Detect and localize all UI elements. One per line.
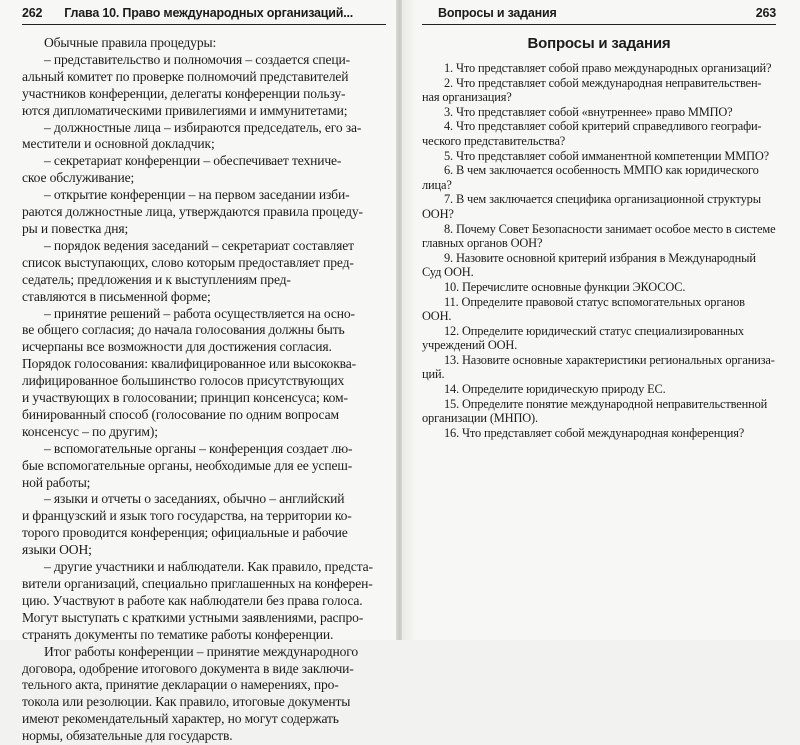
- question-item: [422, 76, 776, 105]
- right-running-title: Вопросы и задания: [438, 6, 557, 20]
- text-line: ставляются в письменной форме;: [22, 288, 211, 304]
- body-paragraph: [22, 491, 386, 559]
- question-line: 1. Что представляет собой право международных организаций?: [444, 61, 772, 75]
- text-line: бые вспомогательные органы, необходимые для ее успеш-: [22, 457, 353, 473]
- question-item: [422, 149, 776, 164]
- text-line: – вспомогательные органы – конференция создает лю-: [44, 440, 353, 456]
- question-item: [422, 222, 776, 251]
- text-line: местители и основной докладчик;: [22, 136, 215, 152]
- text-line: Итог работы конференции – принятие международного: [44, 643, 358, 659]
- question-item: [422, 324, 776, 353]
- section-heading: Вопросы и задания: [527, 35, 671, 52]
- text-line: исчерпаны все возможности для достижения согласия.: [22, 339, 332, 355]
- text-line: консенсус – по другим);: [22, 423, 158, 439]
- question-item: [422, 251, 776, 280]
- question-line: ная организация?: [422, 90, 512, 105]
- body-paragraph: [22, 120, 386, 154]
- question-line: 5. Что представляет собой имманентной компетенции ММПО?: [444, 148, 770, 163]
- text-line: языки ООН;: [22, 542, 92, 558]
- text-line: токола или резолюции. Как правило, итоговые документы: [22, 694, 351, 710]
- right-running-head: [422, 6, 776, 25]
- text-line: и участвующих в голосовании; принцип консенсуса; ком-: [22, 390, 348, 406]
- question-item: [422, 163, 776, 192]
- text-line: – принятие решений – работа осуществляется на осно-: [44, 305, 355, 321]
- text-line: ве общего согласия; до начала голосования должны быть: [22, 322, 345, 338]
- text-line: список выступающих, слово которым предоставляет пред-: [22, 254, 354, 270]
- text-line: – порядок ведения заседаний – секретариат составляет: [44, 237, 354, 253]
- question-line: 8. Почему Совет Безопасности занимает особое место в системе: [444, 221, 776, 236]
- question-line: 2. Что представляет собой международная неправительствен-: [444, 75, 762, 90]
- text-line: Могут выступать с краткими устными заявлениями, распро-: [22, 609, 364, 625]
- text-line: и французский и язык того государства, на территории ко-: [22, 508, 352, 524]
- text-line: договора, одобрение итогового документа в виде заключи-: [22, 660, 354, 676]
- text-line: – секретариат конференции – обеспечивает техниче-: [44, 153, 342, 169]
- question-line: 3. Что представляет собой «внутреннее» право ММПО?: [444, 104, 733, 119]
- body-paragraph: [22, 306, 386, 441]
- text-line: ры и повестка дня;: [22, 220, 129, 236]
- question-line: учреждений ООН.: [422, 338, 518, 353]
- question-line: лица?: [422, 177, 452, 192]
- body-paragraph: [22, 35, 386, 52]
- text-line: тельного акта, принятие декларации о намерениях, про-: [22, 677, 339, 693]
- text-line: седатель; предложения и к выступлениям пред-: [22, 271, 291, 287]
- left-running-head: [22, 6, 386, 25]
- question-line: 9. Назовите основной критерий избрания в Международный: [444, 250, 756, 265]
- question-item: [422, 382, 776, 397]
- question-item: [422, 192, 776, 221]
- text-line: лифицированное большинство голосов присутствующих: [22, 373, 345, 389]
- left-page: [0, 0, 398, 744]
- text-line: – открытие конференции – на первом заседании изби-: [44, 187, 350, 203]
- text-line: вители организаций, специально приглашенных на конферен-: [22, 576, 373, 591]
- question-item: [422, 397, 776, 426]
- text-line: нормы, обязательные для государств.: [22, 728, 233, 744]
- text-line: странять документы по тематике работы конференции.: [22, 626, 334, 642]
- question-line: 4. Что представляет собой критерий справедливого географи-: [444, 119, 762, 134]
- question-item: [422, 353, 776, 382]
- text-line: ной работы;: [22, 474, 91, 490]
- text-line: Обычные правила процедуры:: [44, 35, 217, 50]
- question-line: 16. Что представляет собой международная конференция?: [444, 425, 745, 440]
- question-line: ческого представительства?: [422, 133, 566, 148]
- left-page-number: 262: [22, 6, 43, 20]
- chapter-title: Глава 10. Право международных организаций...: [64, 6, 354, 20]
- text-line: Порядок голосования: квалифицированное или высококва-: [22, 356, 357, 372]
- left-body-text: [22, 35, 386, 745]
- text-line: имеют рекомендательный характер, но могут содержать: [22, 711, 339, 727]
- question-line: 14. Определите юридическую природу ЕС.: [444, 382, 666, 397]
- question-line: ООН?: [422, 206, 454, 221]
- right-page-number: 263: [755, 6, 776, 20]
- question-line: 13. Назовите основные характеристики региональных организа-: [444, 352, 775, 367]
- question-line: 6. В чем заключается особенность ММПО как юридического: [444, 163, 759, 178]
- question-line: 7. В чем заключается специфика организационной структуры: [444, 192, 761, 207]
- question-line: 12. Определите юридический статус специализированных: [444, 323, 744, 338]
- question-line: 15. Определите понятие международной неправительственной: [444, 396, 768, 411]
- question-line: главных органов ООН?: [422, 236, 543, 251]
- question-item: [422, 295, 776, 324]
- question-line: 10. Перечислите основные функции ЭКОСОС.: [444, 279, 686, 294]
- question-line: организации (МНПО).: [422, 411, 538, 426]
- text-line: цию. Участвуют в работе как наблюдатели без права голоса.: [22, 592, 363, 608]
- question-item: [422, 426, 776, 441]
- question-line: ций.: [422, 367, 445, 382]
- question-list: [422, 61, 776, 440]
- body-paragraph: [22, 52, 386, 120]
- text-line: участников конференции, делегаты конференции пользу-: [22, 85, 346, 101]
- body-paragraph: [22, 441, 386, 492]
- body-paragraph: [22, 153, 386, 187]
- question-item: [422, 119, 776, 148]
- text-line: – языки и отчеты о заседаниях, обычно – английский: [44, 491, 345, 507]
- text-line: ются дипломатическими привилегиями и иммунитетами;: [22, 102, 348, 118]
- question-item: [422, 61, 776, 76]
- text-line: – другие участники и наблюдатели. Как правило, предста-: [44, 559, 373, 575]
- question-item: [422, 280, 776, 295]
- question-item: [422, 105, 776, 120]
- body-paragraph: [22, 559, 386, 644]
- right-page: [402, 0, 800, 640]
- text-line: раются должностные лица, утверждаются правила процеду-: [22, 204, 363, 220]
- text-line: – представительство и полномочия – создается специ-: [44, 51, 351, 67]
- text-line: альный комитет по проверке полномочий представителей: [22, 68, 349, 84]
- question-line: Суд ООН.: [422, 265, 474, 280]
- text-line: торого проводится конференция; официальные и рабочие: [22, 525, 348, 541]
- body-paragraph: [22, 238, 386, 306]
- text-line: ское обслуживание;: [22, 170, 135, 186]
- text-line: – должностные лица – избираются председатель, его за-: [44, 119, 362, 135]
- text-line: бинированный способ (голосование по одним вопросам: [22, 406, 339, 422]
- question-line: 11. Определите правовой статус вспомогательных органов ООН.: [422, 294, 745, 324]
- body-paragraph: [22, 644, 386, 745]
- body-paragraph: [22, 187, 386, 238]
